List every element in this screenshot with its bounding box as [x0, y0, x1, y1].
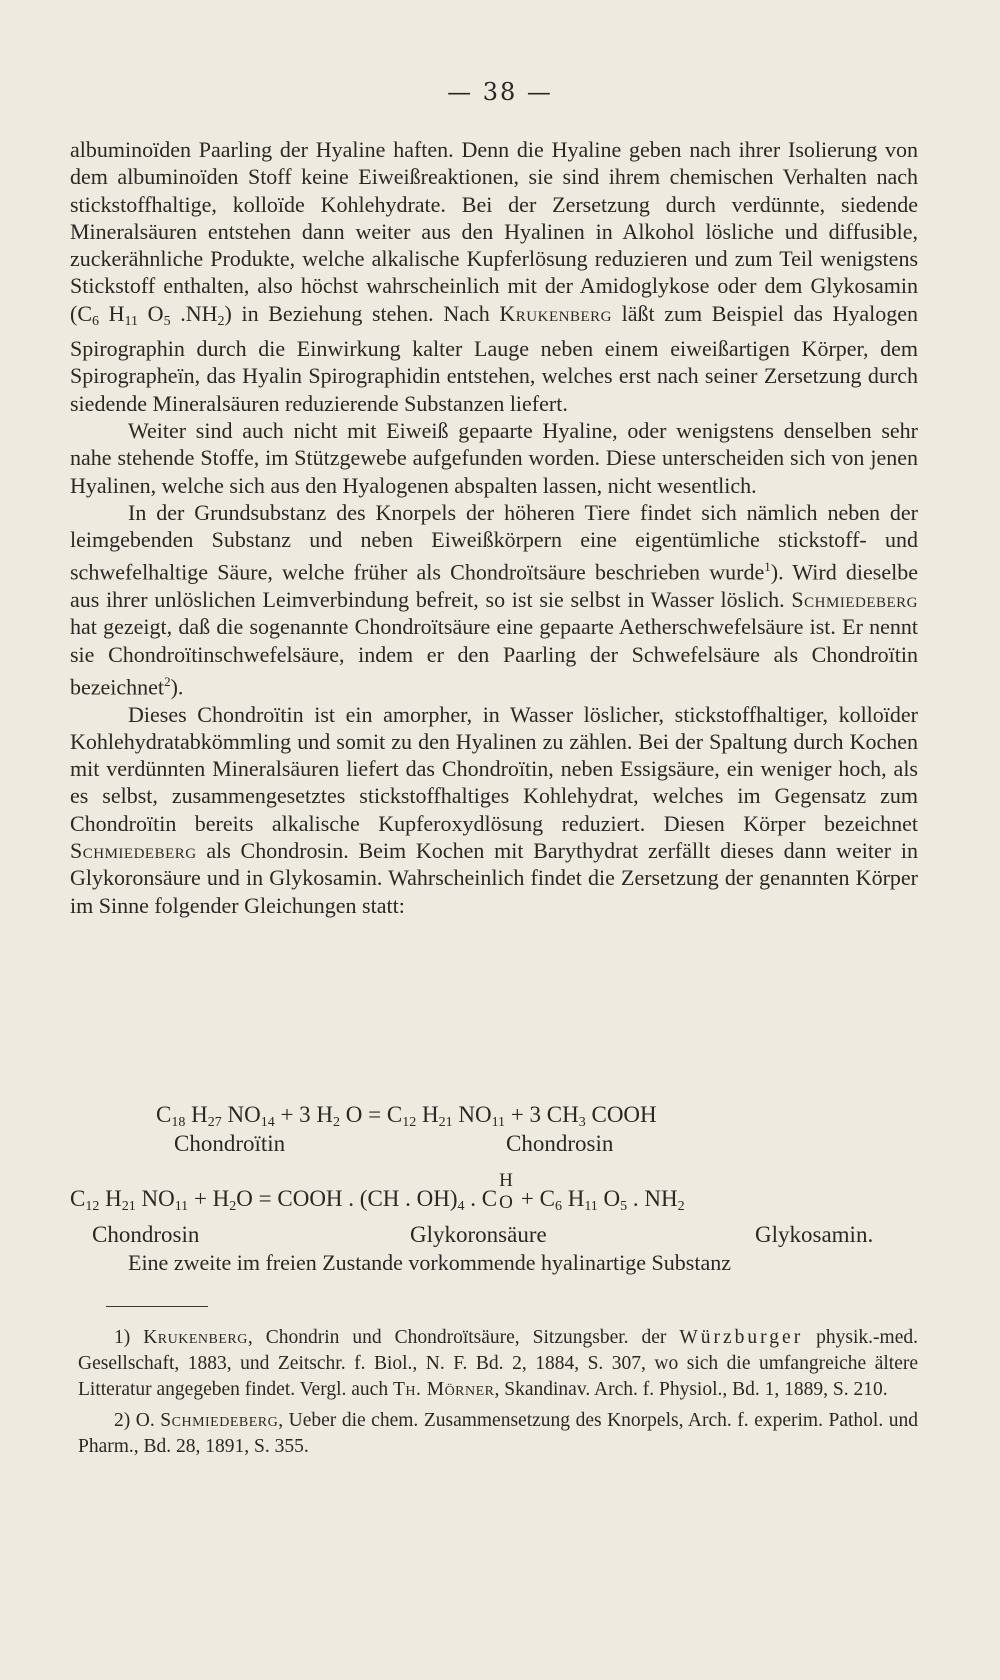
author-name: Schmiedeberg [70, 838, 197, 864]
footnote-ref-1[interactable]: 1 [764, 559, 771, 575]
footnote-1: 1) Krukenberg, Chondrin und Chondroïtsäure, Sitzungsber. der Würzburger physik.-med. Gesellschaft, 1883, und Zeitschr. f. Biol., N. F. Bd. 2, 1884, S. 307, wo sich die umfangreiche ältere Litteratur angegeben findet. Vergl. auch Th. Mörner, Skandinav. Arch. f. Physiol., Bd. 1, 1889, S. 210. [78, 1327, 918, 1400]
paragraph-5: Eine zweite im freien Zustande vorkommende hyalinartige Substanz [128, 1250, 731, 1275]
footnote-ref-2[interactable]: 2 [164, 673, 171, 689]
aldehyde-group: H O [499, 1170, 513, 1213]
footnote-divider [106, 1306, 208, 1307]
paragraph-3: In der Grundsubstanz des Knorpels der höheren Tiere findet sich nämlich neben der leimgebenden Substanz und neben Eiweißkörpern eine eigentümliche stickstoff- und schwefelhaltige Säure, welche früher als Chondroïtsäure beschrieben wurde$^1$). Wird dieselbe aus ihrer unlöslichen Leimverbindung befreit, so ist sie selbst in Wasser löslich. Schmiedeberg hat gezeigt, daß die sogenannte Chondroïtsäure eine gepaarte Aetherschwefelsäure ist. Er nennt sie Chondroïtinschwefelsäure, indem er den Paarling der Schwefelsäure als Chondroïtin bezeichnet$^2$). [70, 499, 918, 700]
footnote-2: 2) O. Schmiedeberg, Ueber die chem. Zusammensetzung des Knorpels, Arch. f. experim. Pathol. und Pharm., Bd. 28, 1891, S. 355. [78, 1410, 918, 1457]
equation-2-label-right: Glykosamin. [755, 1222, 874, 1247]
page-number: — 38 — [447, 78, 553, 106]
equation-2-label-mid: Glykoronsäure [410, 1222, 547, 1247]
equation-1-label-right: Chondrosin [506, 1131, 614, 1156]
equation-2-label-left: Chondrosin [92, 1222, 200, 1247]
equation-1 [70, 1102, 918, 1164]
footnotes [78, 1325, 918, 1460]
author-name: Schmiedeberg [791, 587, 918, 613]
equation-1-formula: $C_{18}$ $H_{27}$ $NO_{14} + 3$ $H_2$ $O = C_{12}$ $H_{21}$ $NO_{11} + 3$ $CH_3$ COOH [156, 1102, 657, 1130]
equation-1-label-left: Chondroïtin [174, 1131, 286, 1156]
paragraph-1: albuminoïden Paarling der Hyaline haften. Denn die Hyaline geben nach ihrer Isolierung von dem albuminoïden Stoff keine Eiweißreaktionen, sie sind ihrem chemischen Verhalten nach stickstoffhaltige, kolloïde Kohlehydrate. Bei der Zersetzung durch verdünnte, siedende Mineralsäuren entstehen dann weiter aus den Hyalinen in Alkohol lösliche und diffusible, zuckerähnliche Produkte, welche alkalische Kupferlösung reduzieren und zum Teil wenigstens Stickstoff enthalten, also höchst wahrscheinlich mit der Amidoglykose oder dem Glykosamin ($C_6$ $H_{11}$ $O_5$ $.NH_2$) in Beziehung stehen. Nach Krukenberg läßt zum Beispiel das Hyalogen Spirographin durch die Einwirkung kalter Lauge neben einem eiweißartigen Körper, dem Spirographeïn, das Hyalin Spirographidin entstehen, welches erst nach seiner Zersetzung durch siedende Mineralsäuren reduzierende Substanzen liefert. [70, 137, 919, 416]
main-text [70, 136, 918, 919]
equation-2 [70, 1170, 918, 1247]
paragraph-2: Weiter sind auch nicht mit Eiweiß gepaarte Hyaline, oder wenigstens denselben sehr nahe stehende Stoffe, im Stützgewebe aufgefunden worden. Diese unterscheiden sich von jenen Hyalinen, welche sich aus den Hyalogenen abspalten lassen, nicht wesentlich. [70, 417, 918, 498]
author-name: Krukenberg [499, 300, 612, 326]
equation-2-formula: $C_{12}$ $H_{21}$ $NO_{11} + H_2O$ = COOH . (CH . $OH)_4$ . C H O + $C_6$ $H_{11}$ $O_5$ . $NH_2$ [70, 1170, 685, 1214]
paragraph-4: Dieses Chondroïtin ist ein amorpher, in Wasser löslicher, stickstoffhaltiger, kolloïder Kohlehydratabkömmling und somit zu den Hyalinen zu zählen. Bei der Spaltung durch Kochen mit verdünnten Mineralsäuren liefert das Chondroïtin, neben Essigsäure, ein weniger hoch, als es selbst, zusammengesetztes stickstoffhaltiges Kohlehydrat, welches im Gegensatz zum Chondroïtin bereits alkalische Kupferoxydlösung reduziert. Diesen Körper bezeichnet Schmiedeberg als Chondrosin. Beim Kochen mit Barythydrat zerfällt dieses dann weiter in Glykoronsäure und in Glykosamin. Wahrscheinlich findet die Zersetzung der genannten Körper im Sinne folgender Gleichungen statt: [70, 701, 918, 918]
